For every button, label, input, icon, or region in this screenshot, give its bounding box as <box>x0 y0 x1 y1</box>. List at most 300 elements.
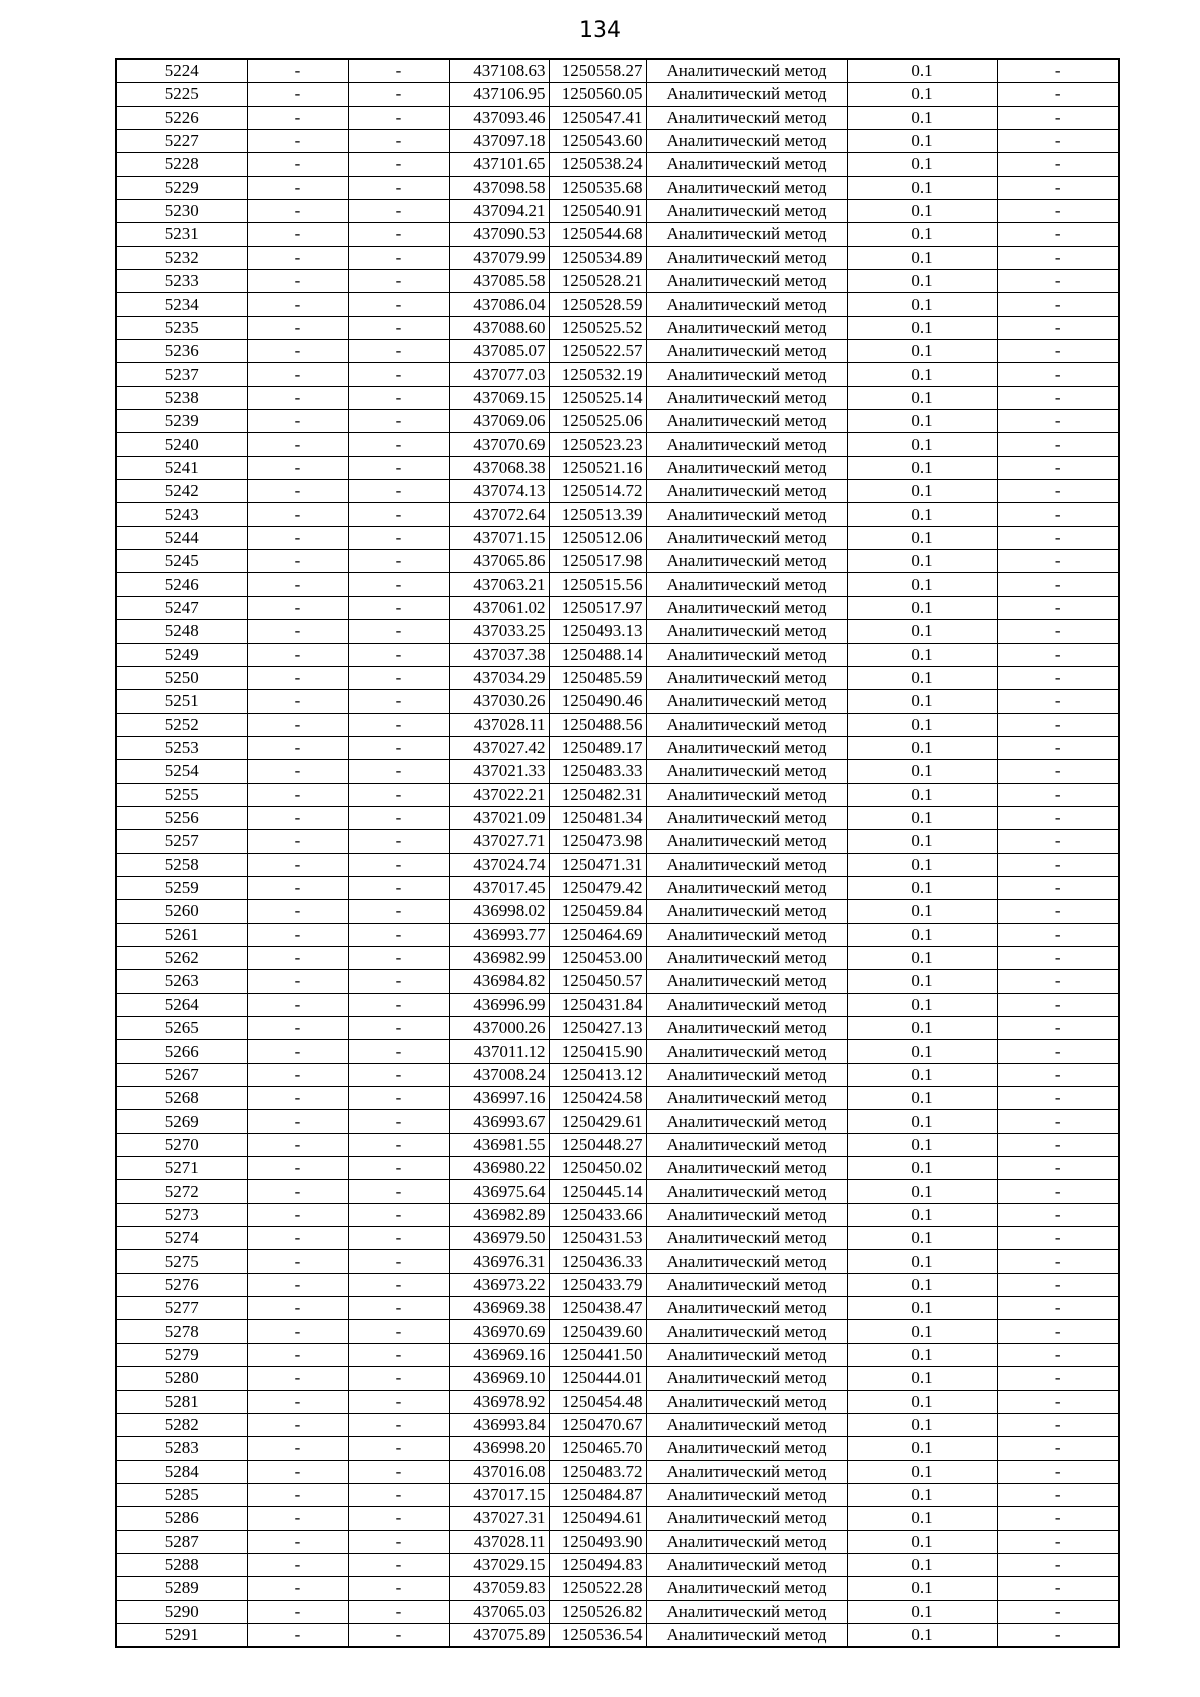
table-row <box>116 1180 1119 1203</box>
point-number-cell: 5281 <box>116 1390 247 1413</box>
dash-cell-1: - <box>247 199 348 222</box>
method-cell: Аналитический метод <box>646 106 847 129</box>
accuracy-cell: 0.1 <box>847 363 997 386</box>
dash-cell-1: - <box>247 946 348 969</box>
dash-cell-1: - <box>247 1367 348 1390</box>
dash-cell-1: - <box>247 1017 348 1040</box>
dash-cell-3: - <box>997 1063 1119 1086</box>
x-coordinate-cell: 437101.65 <box>449 153 549 176</box>
dash-cell-3: - <box>997 1297 1119 1320</box>
dash-cell-2: - <box>348 1110 449 1133</box>
point-number-cell: 5224 <box>116 59 247 83</box>
point-number-cell: 5257 <box>116 830 247 853</box>
point-number-cell: 5231 <box>116 223 247 246</box>
table-row <box>116 1367 1119 1390</box>
y-coordinate-cell: 1250544.68 <box>549 223 646 246</box>
accuracy-cell: 0.1 <box>847 1227 997 1250</box>
x-coordinate-cell: 436998.02 <box>449 900 549 923</box>
y-coordinate-cell: 1250526.82 <box>549 1600 646 1623</box>
method-cell: Аналитический метод <box>646 316 847 339</box>
dash-cell-3: - <box>997 1343 1119 1366</box>
accuracy-cell: 0.1 <box>847 223 997 246</box>
dash-cell-3: - <box>997 1600 1119 1623</box>
x-coordinate-cell: 437098.58 <box>449 176 549 199</box>
table-row <box>116 363 1119 386</box>
dash-cell-2: - <box>348 1180 449 1203</box>
accuracy-cell: 0.1 <box>847 316 997 339</box>
x-coordinate-cell: 436984.82 <box>449 970 549 993</box>
y-coordinate-cell: 1250522.28 <box>549 1577 646 1600</box>
accuracy-cell: 0.1 <box>847 713 997 736</box>
dash-cell-2: - <box>348 1087 449 1110</box>
point-number-cell: 5285 <box>116 1483 247 1506</box>
dash-cell-1: - <box>247 503 348 526</box>
accuracy-cell: 0.1 <box>847 246 997 269</box>
method-cell: Аналитический метод <box>646 713 847 736</box>
dash-cell-3: - <box>997 1157 1119 1180</box>
table-row <box>116 830 1119 853</box>
x-coordinate-cell: 437028.11 <box>449 1530 549 1553</box>
dash-cell-1: - <box>247 1553 348 1576</box>
method-cell: Аналитический метод <box>646 386 847 409</box>
table-row <box>116 1297 1119 1320</box>
point-number-cell: 5269 <box>116 1110 247 1133</box>
dash-cell-3: - <box>997 1273 1119 1296</box>
table-row <box>116 1203 1119 1226</box>
method-cell: Аналитический метод <box>646 643 847 666</box>
point-number-cell: 5276 <box>116 1273 247 1296</box>
x-coordinate-cell: 437034.29 <box>449 666 549 689</box>
dash-cell-2: - <box>348 1413 449 1436</box>
x-coordinate-cell: 436981.55 <box>449 1133 549 1156</box>
y-coordinate-cell: 1250438.47 <box>549 1297 646 1320</box>
dash-cell-1: - <box>247 1483 348 1506</box>
table-row <box>116 1087 1119 1110</box>
dash-cell-2: - <box>348 1157 449 1180</box>
dash-cell-3: - <box>997 129 1119 152</box>
dash-cell-1: - <box>247 246 348 269</box>
point-number-cell: 5262 <box>116 946 247 969</box>
accuracy-cell: 0.1 <box>847 550 997 573</box>
dash-cell-3: - <box>997 760 1119 783</box>
dash-cell-2: - <box>348 1017 449 1040</box>
method-cell: Аналитический метод <box>646 1367 847 1390</box>
point-number-cell: 5233 <box>116 270 247 293</box>
x-coordinate-cell: 436982.99 <box>449 946 549 969</box>
dash-cell-2: - <box>348 246 449 269</box>
point-number-cell: 5274 <box>116 1227 247 1250</box>
y-coordinate-cell: 1250415.90 <box>549 1040 646 1063</box>
y-coordinate-cell: 1250453.00 <box>549 946 646 969</box>
dash-cell-3: - <box>997 293 1119 316</box>
dash-cell-1: - <box>247 1320 348 1343</box>
x-coordinate-cell: 437065.03 <box>449 1600 549 1623</box>
dash-cell-1: - <box>247 316 348 339</box>
dash-cell-2: - <box>348 106 449 129</box>
dash-cell-2: - <box>348 1343 449 1366</box>
accuracy-cell: 0.1 <box>847 1203 997 1226</box>
method-cell: Аналитический метод <box>646 1227 847 1250</box>
point-number-cell: 5272 <box>116 1180 247 1203</box>
point-number-cell: 5237 <box>116 363 247 386</box>
x-coordinate-cell: 437028.11 <box>449 713 549 736</box>
dash-cell-1: - <box>247 1413 348 1436</box>
dash-cell-1: - <box>247 1203 348 1226</box>
accuracy-cell: 0.1 <box>847 270 997 293</box>
table-row <box>116 153 1119 176</box>
table-row <box>116 1390 1119 1413</box>
method-cell: Аналитический метод <box>646 1577 847 1600</box>
point-number-cell: 5240 <box>116 433 247 456</box>
dash-cell-1: - <box>247 1390 348 1413</box>
method-cell: Аналитический метод <box>646 59 847 83</box>
table-row <box>116 1623 1119 1647</box>
table-row <box>116 783 1119 806</box>
table-row <box>116 876 1119 899</box>
x-coordinate-cell: 437090.53 <box>449 223 549 246</box>
dash-cell-3: - <box>997 1180 1119 1203</box>
y-coordinate-cell: 1250523.23 <box>549 433 646 456</box>
point-number-cell: 5280 <box>116 1367 247 1390</box>
dash-cell-3: - <box>997 433 1119 456</box>
point-number-cell: 5254 <box>116 760 247 783</box>
dash-cell-1: - <box>247 1110 348 1133</box>
accuracy-cell: 0.1 <box>847 760 997 783</box>
accuracy-cell: 0.1 <box>847 993 997 1016</box>
dash-cell-2: - <box>348 1577 449 1600</box>
point-number-cell: 5228 <box>116 153 247 176</box>
y-coordinate-cell: 1250525.14 <box>549 386 646 409</box>
dash-cell-3: - <box>997 480 1119 503</box>
point-number-cell: 5248 <box>116 620 247 643</box>
dash-cell-1: - <box>247 410 348 433</box>
method-cell: Аналитический метод <box>646 830 847 853</box>
table-row <box>116 526 1119 549</box>
x-coordinate-cell: 437070.69 <box>449 433 549 456</box>
accuracy-cell: 0.1 <box>847 503 997 526</box>
table-body <box>116 59 1119 1647</box>
dash-cell-3: - <box>997 316 1119 339</box>
y-coordinate-cell: 1250489.17 <box>549 736 646 759</box>
accuracy-cell: 0.1 <box>847 736 997 759</box>
x-coordinate-cell: 436979.50 <box>449 1227 549 1250</box>
y-coordinate-cell: 1250543.60 <box>549 129 646 152</box>
dash-cell-3: - <box>997 1530 1119 1553</box>
table-row <box>116 736 1119 759</box>
table-row <box>116 970 1119 993</box>
dash-cell-1: - <box>247 106 348 129</box>
dash-cell-3: - <box>997 270 1119 293</box>
method-cell: Аналитический метод <box>646 993 847 1016</box>
x-coordinate-cell: 437077.03 <box>449 363 549 386</box>
x-coordinate-cell: 437027.71 <box>449 830 549 853</box>
dash-cell-3: - <box>997 1390 1119 1413</box>
method-cell: Аналитический метод <box>646 1343 847 1366</box>
dash-cell-2: - <box>348 783 449 806</box>
method-cell: Аналитический метод <box>646 1413 847 1436</box>
accuracy-cell: 0.1 <box>847 1110 997 1133</box>
x-coordinate-cell: 437085.58 <box>449 270 549 293</box>
method-cell: Аналитический метод <box>646 783 847 806</box>
point-number-cell: 5278 <box>116 1320 247 1343</box>
method-cell: Аналитический метод <box>646 83 847 106</box>
dash-cell-1: - <box>247 456 348 479</box>
dash-cell-1: - <box>247 643 348 666</box>
point-number-cell: 5287 <box>116 1530 247 1553</box>
table-row <box>116 806 1119 829</box>
point-number-cell: 5229 <box>116 176 247 199</box>
table-row <box>116 480 1119 503</box>
y-coordinate-cell: 1250521.16 <box>549 456 646 479</box>
dash-cell-1: - <box>247 433 348 456</box>
dash-cell-1: - <box>247 1437 348 1460</box>
table-row <box>116 223 1119 246</box>
table-row <box>116 1250 1119 1273</box>
point-number-cell: 5264 <box>116 993 247 1016</box>
dash-cell-3: - <box>997 620 1119 643</box>
point-number-cell: 5249 <box>116 643 247 666</box>
dash-cell-3: - <box>997 573 1119 596</box>
method-cell: Аналитический метод <box>646 1507 847 1530</box>
dash-cell-2: - <box>348 1437 449 1460</box>
y-coordinate-cell: 1250514.72 <box>549 480 646 503</box>
dash-cell-2: - <box>348 270 449 293</box>
table-row <box>116 1460 1119 1483</box>
y-coordinate-cell: 1250513.39 <box>549 503 646 526</box>
accuracy-cell: 0.1 <box>847 1577 997 1600</box>
dash-cell-3: - <box>997 643 1119 666</box>
dash-cell-1: - <box>247 129 348 152</box>
method-cell: Аналитический метод <box>646 900 847 923</box>
table-row <box>116 1320 1119 1343</box>
dash-cell-1: - <box>247 783 348 806</box>
dash-cell-3: - <box>997 806 1119 829</box>
dash-cell-1: - <box>247 1623 348 1647</box>
dash-cell-3: - <box>997 1460 1119 1483</box>
dash-cell-2: - <box>348 316 449 339</box>
y-coordinate-cell: 1250448.27 <box>549 1133 646 1156</box>
dash-cell-1: - <box>247 176 348 199</box>
table-row <box>116 1600 1119 1623</box>
method-cell: Аналитический метод <box>646 1110 847 1133</box>
y-coordinate-cell: 1250433.66 <box>549 1203 646 1226</box>
accuracy-cell: 0.1 <box>847 783 997 806</box>
dash-cell-1: - <box>247 666 348 689</box>
method-cell: Аналитический метод <box>646 876 847 899</box>
accuracy-cell: 0.1 <box>847 1553 997 1576</box>
point-number-cell: 5270 <box>116 1133 247 1156</box>
x-coordinate-cell: 437030.26 <box>449 690 549 713</box>
table-row <box>116 1483 1119 1506</box>
point-number-cell: 5268 <box>116 1087 247 1110</box>
dash-cell-1: - <box>247 1577 348 1600</box>
dash-cell-2: - <box>348 456 449 479</box>
accuracy-cell: 0.1 <box>847 1390 997 1413</box>
y-coordinate-cell: 1250488.56 <box>549 713 646 736</box>
dash-cell-2: - <box>348 223 449 246</box>
dash-cell-1: - <box>247 1063 348 1086</box>
y-coordinate-cell: 1250517.98 <box>549 550 646 573</box>
point-number-cell: 5235 <box>116 316 247 339</box>
accuracy-cell: 0.1 <box>847 153 997 176</box>
x-coordinate-cell: 437059.83 <box>449 1577 549 1600</box>
method-cell: Аналитический метод <box>646 1320 847 1343</box>
dash-cell-2: - <box>348 59 449 83</box>
method-cell: Аналитический метод <box>646 806 847 829</box>
table-row <box>116 386 1119 409</box>
accuracy-cell: 0.1 <box>847 1507 997 1530</box>
method-cell: Аналитический метод <box>646 1600 847 1623</box>
method-cell: Аналитический метод <box>646 526 847 549</box>
accuracy-cell: 0.1 <box>847 1530 997 1553</box>
method-cell: Аналитический метод <box>646 1133 847 1156</box>
method-cell: Аналитический метод <box>646 176 847 199</box>
dash-cell-2: - <box>348 736 449 759</box>
dash-cell-2: - <box>348 876 449 899</box>
method-cell: Аналитический метод <box>646 1623 847 1647</box>
accuracy-cell: 0.1 <box>847 1320 997 1343</box>
dash-cell-2: - <box>348 596 449 619</box>
accuracy-cell: 0.1 <box>847 199 997 222</box>
method-cell: Аналитический метод <box>646 129 847 152</box>
accuracy-cell: 0.1 <box>847 900 997 923</box>
table-row <box>116 246 1119 269</box>
table-row <box>116 340 1119 363</box>
table-row <box>116 1437 1119 1460</box>
table-row <box>116 59 1119 83</box>
x-coordinate-cell: 437033.25 <box>449 620 549 643</box>
table-row <box>116 1413 1119 1436</box>
y-coordinate-cell: 1250465.70 <box>549 1437 646 1460</box>
method-cell: Аналитический метод <box>646 199 847 222</box>
table-row <box>116 503 1119 526</box>
y-coordinate-cell: 1250431.84 <box>549 993 646 1016</box>
dash-cell-3: - <box>997 363 1119 386</box>
x-coordinate-cell: 437079.99 <box>449 246 549 269</box>
table-row <box>116 270 1119 293</box>
method-cell: Аналитический метод <box>646 573 847 596</box>
point-number-cell: 5289 <box>116 1577 247 1600</box>
dash-cell-2: - <box>348 526 449 549</box>
dash-cell-2: - <box>348 1460 449 1483</box>
dash-cell-2: - <box>348 176 449 199</box>
dash-cell-1: - <box>247 1227 348 1250</box>
dash-cell-2: - <box>348 573 449 596</box>
dash-cell-2: - <box>348 923 449 946</box>
method-cell: Аналитический метод <box>646 1460 847 1483</box>
y-coordinate-cell: 1250535.68 <box>549 176 646 199</box>
dash-cell-3: - <box>997 456 1119 479</box>
accuracy-cell: 0.1 <box>847 830 997 853</box>
point-number-cell: 5259 <box>116 876 247 899</box>
accuracy-cell: 0.1 <box>847 59 997 83</box>
table-row <box>116 946 1119 969</box>
point-number-cell: 5230 <box>116 199 247 222</box>
accuracy-cell: 0.1 <box>847 970 997 993</box>
x-coordinate-cell: 437017.45 <box>449 876 549 899</box>
dash-cell-3: - <box>997 153 1119 176</box>
method-cell: Аналитический метод <box>646 760 847 783</box>
point-number-cell: 5265 <box>116 1017 247 1040</box>
accuracy-cell: 0.1 <box>847 1413 997 1436</box>
dash-cell-2: - <box>348 550 449 573</box>
accuracy-cell: 0.1 <box>847 340 997 363</box>
y-coordinate-cell: 1250490.46 <box>549 690 646 713</box>
y-coordinate-cell: 1250431.53 <box>549 1227 646 1250</box>
x-coordinate-cell: 437069.15 <box>449 386 549 409</box>
method-cell: Аналитический метод <box>646 853 847 876</box>
dash-cell-1: - <box>247 153 348 176</box>
point-number-cell: 5291 <box>116 1623 247 1647</box>
table-row <box>116 83 1119 106</box>
y-coordinate-cell: 1250512.06 <box>549 526 646 549</box>
x-coordinate-cell: 437016.08 <box>449 1460 549 1483</box>
dash-cell-3: - <box>997 1553 1119 1576</box>
table-row <box>116 1110 1119 1133</box>
y-coordinate-cell: 1250441.50 <box>549 1343 646 1366</box>
method-cell: Аналитический метод <box>646 153 847 176</box>
dash-cell-1: - <box>247 1507 348 1530</box>
dash-cell-3: - <box>997 946 1119 969</box>
point-number-cell: 5227 <box>116 129 247 152</box>
table-row <box>116 1017 1119 1040</box>
accuracy-cell: 0.1 <box>847 1343 997 1366</box>
dash-cell-1: - <box>247 293 348 316</box>
dash-cell-1: - <box>247 1343 348 1366</box>
point-number-cell: 5267 <box>116 1063 247 1086</box>
x-coordinate-cell: 436998.20 <box>449 1437 549 1460</box>
method-cell: Аналитический метод <box>646 946 847 969</box>
accuracy-cell: 0.1 <box>847 526 997 549</box>
dash-cell-3: - <box>997 1367 1119 1390</box>
table-row <box>116 1063 1119 1086</box>
accuracy-cell: 0.1 <box>847 1623 997 1647</box>
dash-cell-1: - <box>247 1530 348 1553</box>
dash-cell-2: - <box>348 1553 449 1576</box>
accuracy-cell: 0.1 <box>847 480 997 503</box>
table-row <box>116 316 1119 339</box>
table-row <box>116 760 1119 783</box>
point-number-cell: 5284 <box>116 1460 247 1483</box>
table-row <box>116 199 1119 222</box>
dash-cell-2: - <box>348 1320 449 1343</box>
point-number-cell: 5225 <box>116 83 247 106</box>
accuracy-cell: 0.1 <box>847 806 997 829</box>
point-number-cell: 5279 <box>116 1343 247 1366</box>
accuracy-cell: 0.1 <box>847 1273 997 1296</box>
dash-cell-2: - <box>348 1227 449 1250</box>
dash-cell-2: - <box>348 340 449 363</box>
method-cell: Аналитический метод <box>646 1157 847 1180</box>
dash-cell-1: - <box>247 1600 348 1623</box>
dash-cell-1: - <box>247 1460 348 1483</box>
x-coordinate-cell: 436969.38 <box>449 1297 549 1320</box>
dash-cell-2: - <box>348 1040 449 1063</box>
table-row <box>116 620 1119 643</box>
table-row <box>116 129 1119 152</box>
dash-cell-1: - <box>247 970 348 993</box>
accuracy-cell: 0.1 <box>847 690 997 713</box>
method-cell: Аналитический метод <box>646 736 847 759</box>
method-cell: Аналитический метод <box>646 666 847 689</box>
method-cell: Аналитический метод <box>646 223 847 246</box>
x-coordinate-cell: 437085.07 <box>449 340 549 363</box>
dash-cell-1: - <box>247 480 348 503</box>
method-cell: Аналитический метод <box>646 1040 847 1063</box>
dash-cell-3: - <box>997 503 1119 526</box>
dash-cell-3: - <box>997 993 1119 1016</box>
table-row <box>116 1133 1119 1156</box>
